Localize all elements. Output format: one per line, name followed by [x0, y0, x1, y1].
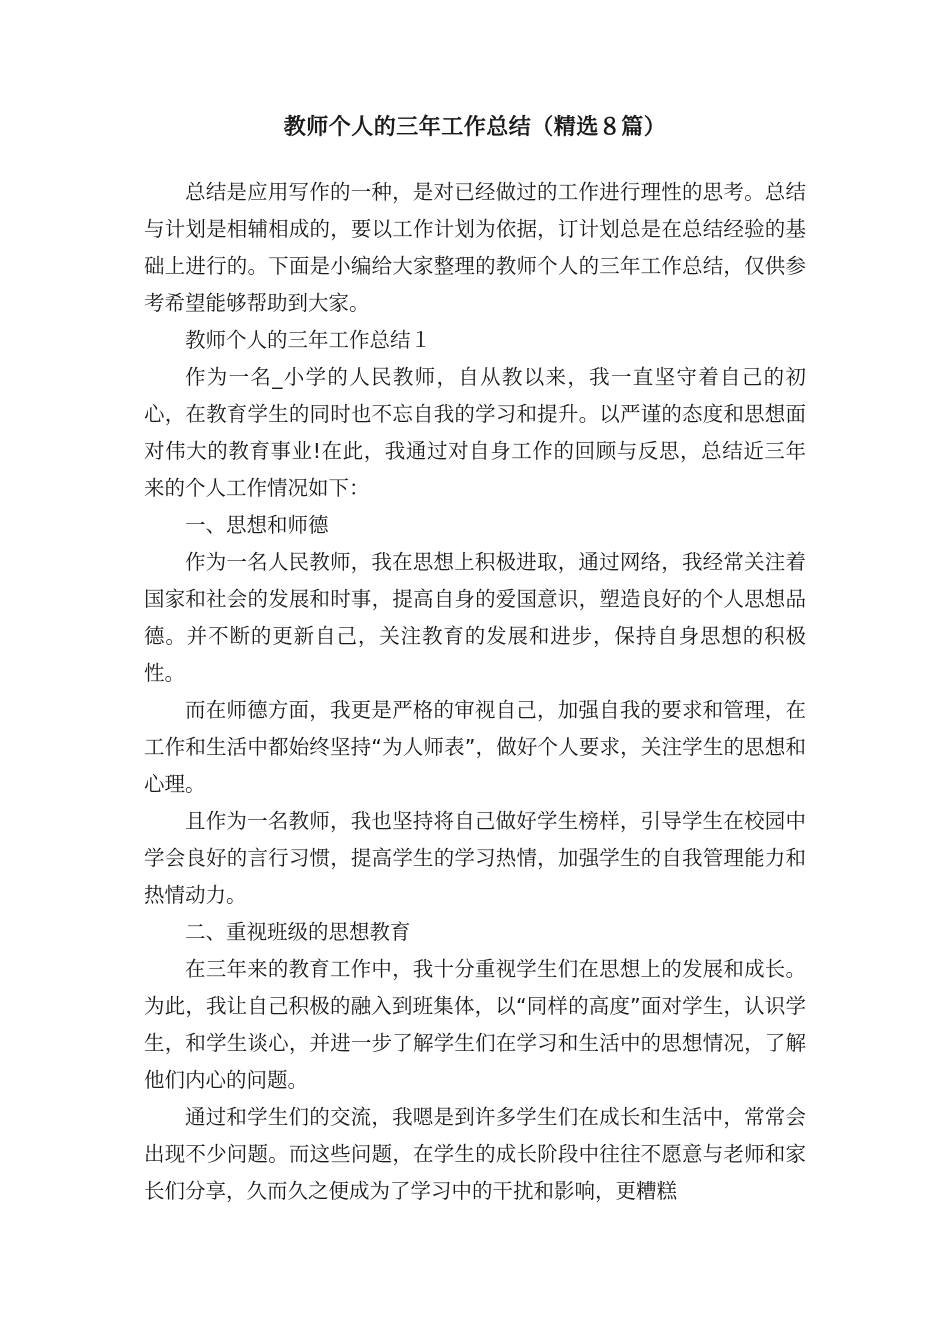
subsection-heading-class-education: 二、重视班级的思想教育	[185, 920, 411, 944]
ethics-paragraph: 而在师德方面，我更是严格的审视自己，加强自我的要求和管理，在工作和生活中都始终坚持“为人师表”，做好个人要求，关注学生的思想和心理。	[144, 698, 806, 796]
thought-paragraph: 作为一名人民教师，我在思想上积极进取，通过网络，我经常关注着国家和社会的发展和时事，提高自身的爱国意识，塑造良好的个人思想品德。并不断的更新自己，关注教育的发展和进步，保持自身思想的积极性。	[144, 550, 806, 685]
role-model-paragraph: 且作为一名教师，我也坚持将自己做好学生榜样，引导学生在校园中学会良好的言行习惯，提高学生的学习热情，加强学生的自我管理能力和热情动力。	[144, 809, 806, 907]
communication-paragraph: 通过和学生们的交流，我嗯是到许多学生们在成长和生活中，常常会出现不少问题。而这些问题，在学生的成长阶段中往往不愿意与老师和家长们分享，久而久之便成为了学习中的干扰和影响，更糟糕	[144, 1105, 806, 1203]
document-body	[144, 174, 806, 1210]
intro-paragraph: 总结是应用写作的一种，是对已经做过的工作进行理性的思考。总结与计划是相辅相成的，要以工作计划为依据，订计划总是在总结经验的基础上进行的。下面是小编给大家整理的教师个人的三年工作总结，仅供参考希望能够帮助到大家。	[144, 180, 806, 315]
document-title: 教师个人的三年工作总结（精选８篇）	[283, 115, 667, 140]
summary-1-intro-paragraph: 作为一名_小学的人民教师，自从教以来，我一直坚守着自己的初心，在教育学生的同时也不忘自我的学习和提升。以严谨的态度和思想面对伟大的教育事业!在此，我通过对自身工作的回顾与反思，总结近三年来的个人工作情况如下：	[144, 365, 806, 500]
class-education-paragraph: 在三年来的教育工作中，我十分重视学生们在思想上的发展和成长。为此，我让自己积极的融入到班集体，以“同样的高度”面对学生，认识学生，和学生谈心，并进一步了解学生们在学习和生活中的思想情况，了解他们内心的问题。	[144, 957, 806, 1092]
subsection-heading-thought-ethics: 一、思想和师德	[185, 513, 329, 537]
section-heading-summary-1: 教师个人的三年工作总结１	[185, 328, 431, 352]
